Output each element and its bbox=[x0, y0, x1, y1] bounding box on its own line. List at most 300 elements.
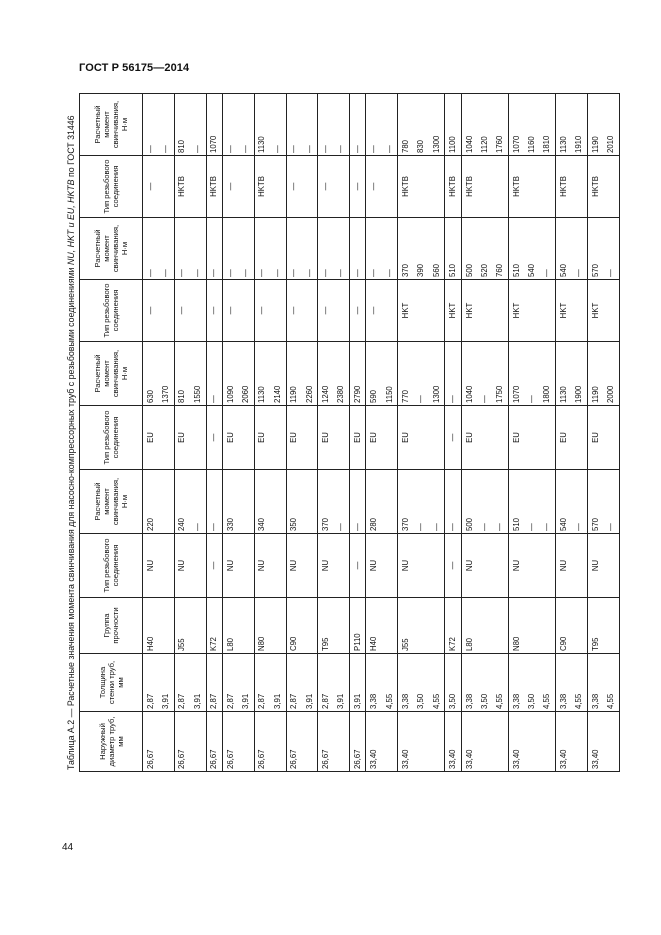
column-header: Группа прочности bbox=[80, 598, 143, 654]
table-cell: EU bbox=[587, 406, 603, 470]
table-cell: 780 bbox=[398, 94, 414, 156]
table-cell bbox=[540, 598, 556, 654]
table-cell: 390 bbox=[414, 218, 429, 280]
table-cell: — bbox=[414, 342, 429, 406]
table-row bbox=[572, 94, 588, 772]
table-cell bbox=[540, 280, 556, 342]
table-cell: NU bbox=[143, 534, 159, 598]
table-cell bbox=[270, 406, 286, 470]
table-row bbox=[318, 94, 334, 772]
table-cell: — bbox=[603, 218, 619, 280]
table-cell: 4,55 bbox=[540, 654, 556, 712]
table-cell bbox=[334, 280, 350, 342]
table-cell bbox=[477, 280, 492, 342]
table-cell bbox=[238, 470, 254, 534]
table-cell: 1090 bbox=[222, 342, 238, 406]
table-cell: — bbox=[206, 470, 222, 534]
table-cell: EU bbox=[174, 406, 190, 470]
table-cell bbox=[270, 598, 286, 654]
table-cell: — bbox=[350, 94, 366, 156]
table-cell: NU bbox=[254, 534, 270, 598]
table-cell: 2,87 bbox=[206, 654, 222, 712]
table-cell: 4,55 bbox=[493, 654, 509, 712]
table-cell: 3,38 bbox=[461, 654, 477, 712]
table-cell: EU bbox=[508, 406, 524, 470]
table-cell: — bbox=[238, 218, 254, 280]
table-cell bbox=[493, 406, 509, 470]
rotated-table-area bbox=[66, 92, 616, 772]
table-cell: — bbox=[222, 156, 238, 218]
table-cell: — bbox=[286, 280, 302, 342]
table-cell: HKTB bbox=[587, 156, 603, 218]
table-cell bbox=[334, 156, 350, 218]
table-caption bbox=[66, 92, 79, 770]
table-cell: HKT bbox=[398, 280, 414, 342]
table-cell: 3,38 bbox=[366, 654, 382, 712]
table-cell: 1130 bbox=[254, 342, 270, 406]
table-cell: 26,67 bbox=[206, 712, 222, 772]
table-cell bbox=[414, 534, 429, 598]
caption-prefix: Таблица А.2 — Расчетные значения момента свинчивания для насосно-компрессорных труб с резьбовыми соединениями bbox=[66, 264, 76, 770]
table-cell bbox=[238, 712, 254, 772]
table-cell bbox=[158, 598, 174, 654]
table-cell: — bbox=[158, 218, 174, 280]
table-cell: — bbox=[445, 470, 461, 534]
table-cell bbox=[414, 280, 429, 342]
table-cell bbox=[414, 598, 429, 654]
table-cell: — bbox=[477, 470, 492, 534]
table-cell: 340 bbox=[254, 470, 270, 534]
table-cell bbox=[414, 156, 429, 218]
table-cell bbox=[190, 712, 206, 772]
table-cell: 2060 bbox=[238, 342, 254, 406]
table-cell: HKTB bbox=[445, 156, 461, 218]
table-cell bbox=[493, 280, 509, 342]
table-cell bbox=[382, 280, 398, 342]
table-cell bbox=[493, 712, 509, 772]
table-cell: N80 bbox=[254, 598, 270, 654]
table-cell: 760 bbox=[493, 218, 509, 280]
table-cell bbox=[429, 406, 445, 470]
table-row bbox=[238, 94, 254, 772]
table-cell bbox=[270, 712, 286, 772]
table-cell: 1190 bbox=[587, 94, 603, 156]
table-cell bbox=[477, 156, 492, 218]
table-cell: — bbox=[318, 156, 334, 218]
table-cell: 3,91 bbox=[334, 654, 350, 712]
column-header: Расчетный момент свинчивания, Н·м bbox=[80, 470, 143, 534]
table-cell: — bbox=[445, 406, 461, 470]
table-cell bbox=[334, 406, 350, 470]
table-cell: 1900 bbox=[572, 342, 588, 406]
table-cell bbox=[302, 156, 318, 218]
table-cell: 1100 bbox=[445, 94, 461, 156]
table-cell: — bbox=[366, 280, 382, 342]
table-row bbox=[190, 94, 206, 772]
table-row bbox=[350, 94, 366, 772]
table-cell bbox=[524, 156, 539, 218]
table-cell bbox=[477, 406, 492, 470]
column-header: Тип резьбового соединения bbox=[80, 156, 143, 218]
table-cell bbox=[302, 534, 318, 598]
table-cell: NU bbox=[366, 534, 382, 598]
table-row bbox=[540, 94, 556, 772]
table-cell: 3,91 bbox=[238, 654, 254, 712]
table-row bbox=[222, 94, 238, 772]
table-cell: J55 bbox=[398, 598, 414, 654]
table-cell: 510 bbox=[508, 470, 524, 534]
table-cell: 350 bbox=[286, 470, 302, 534]
table-cell: 540 bbox=[556, 470, 572, 534]
table-cell: 240 bbox=[174, 470, 190, 534]
table-cell bbox=[603, 598, 619, 654]
table-cell: 2,87 bbox=[286, 654, 302, 712]
table-cell: H40 bbox=[143, 598, 159, 654]
table-cell: 2140 bbox=[270, 342, 286, 406]
table-cell: 3,50 bbox=[477, 654, 492, 712]
table-cell: 33,40 bbox=[398, 712, 414, 772]
table-cell: 1070 bbox=[508, 94, 524, 156]
table-cell: — bbox=[318, 218, 334, 280]
table-cell: — bbox=[572, 218, 588, 280]
table-cell: 1370 bbox=[158, 342, 174, 406]
table-cell bbox=[382, 534, 398, 598]
table-cell: HKTB bbox=[556, 156, 572, 218]
table-cell: 370 bbox=[318, 470, 334, 534]
table-cell bbox=[603, 280, 619, 342]
table-cell: T95 bbox=[318, 598, 334, 654]
table-cell bbox=[302, 712, 318, 772]
table-cell bbox=[603, 534, 619, 598]
table-cell bbox=[270, 534, 286, 598]
standard-header: ГОСТ Р 56175—2014 bbox=[79, 62, 190, 74]
table-cell: 1040 bbox=[461, 94, 477, 156]
table-cell: — bbox=[190, 470, 206, 534]
table-cell: — bbox=[524, 342, 539, 406]
table-cell: EU bbox=[318, 406, 334, 470]
table-cell: NU bbox=[222, 534, 238, 598]
table-cell: HKT bbox=[556, 280, 572, 342]
table-row bbox=[366, 94, 382, 772]
table-cell: 1150 bbox=[382, 342, 398, 406]
table-cell: 570 bbox=[587, 470, 603, 534]
table-cell bbox=[334, 712, 350, 772]
table-cell: 1160 bbox=[524, 94, 539, 156]
table-cell: HKT bbox=[508, 280, 524, 342]
table-cell: NU bbox=[318, 534, 334, 598]
table-cell: 3,38 bbox=[508, 654, 524, 712]
table-cell: 830 bbox=[414, 94, 429, 156]
table-cell: 1760 bbox=[493, 94, 509, 156]
table-cell bbox=[477, 534, 492, 598]
table-cell: 4,55 bbox=[603, 654, 619, 712]
table-cell: — bbox=[286, 156, 302, 218]
table-cell: 33,40 bbox=[445, 712, 461, 772]
table-cell: 1300 bbox=[429, 342, 445, 406]
table-cell: 510 bbox=[445, 218, 461, 280]
table-cell: — bbox=[350, 470, 366, 534]
table-cell: — bbox=[540, 218, 556, 280]
table-cell: 770 bbox=[398, 342, 414, 406]
table-cell: 1040 bbox=[461, 342, 477, 406]
table-cell: — bbox=[445, 534, 461, 598]
table-row bbox=[493, 94, 509, 772]
table-cell bbox=[238, 156, 254, 218]
table-cell: HKTB bbox=[254, 156, 270, 218]
table-row bbox=[334, 94, 350, 772]
table-cell: K72 bbox=[445, 598, 461, 654]
table-cell: EU bbox=[350, 406, 366, 470]
caption-suffix: по ГОСТ 31446 bbox=[66, 115, 76, 180]
table-cell bbox=[238, 534, 254, 598]
table-cell: NU bbox=[398, 534, 414, 598]
table-cell: 1800 bbox=[540, 342, 556, 406]
caption-italic: NU, HKT и EU, HKTB bbox=[66, 179, 76, 265]
table-cell: 330 bbox=[222, 470, 238, 534]
table-cell: 26,67 bbox=[318, 712, 334, 772]
table-cell: 560 bbox=[429, 218, 445, 280]
table-cell: 2,87 bbox=[254, 654, 270, 712]
table-cell bbox=[238, 280, 254, 342]
table-cell: NU bbox=[174, 534, 190, 598]
table-cell: — bbox=[572, 470, 588, 534]
table-cell: 26,67 bbox=[174, 712, 190, 772]
table-cell: — bbox=[222, 94, 238, 156]
table-row bbox=[587, 94, 603, 772]
table-cell: — bbox=[190, 218, 206, 280]
table-row bbox=[382, 94, 398, 772]
table-cell bbox=[572, 280, 588, 342]
table-cell: — bbox=[350, 280, 366, 342]
table-cell bbox=[603, 406, 619, 470]
table-cell bbox=[429, 156, 445, 218]
table-cell: — bbox=[318, 280, 334, 342]
table-cell bbox=[158, 156, 174, 218]
table-cell: NU bbox=[556, 534, 572, 598]
table-cell bbox=[382, 712, 398, 772]
table-cell bbox=[524, 534, 539, 598]
table-cell: — bbox=[174, 280, 190, 342]
table-cell: — bbox=[143, 156, 159, 218]
table-cell: 370 bbox=[398, 218, 414, 280]
table-cell: 26,67 bbox=[143, 712, 159, 772]
table-cell: 26,67 bbox=[222, 712, 238, 772]
table-cell bbox=[524, 598, 539, 654]
table-cell bbox=[158, 406, 174, 470]
table-cell: 26,67 bbox=[254, 712, 270, 772]
table-cell: EU bbox=[286, 406, 302, 470]
table-cell: HKTB bbox=[206, 156, 222, 218]
table-cell: — bbox=[286, 218, 302, 280]
table-cell: — bbox=[174, 218, 190, 280]
table-cell bbox=[572, 534, 588, 598]
table-cell bbox=[524, 406, 539, 470]
column-header: Тип резьбового соединения bbox=[80, 534, 143, 598]
table-cell bbox=[524, 280, 539, 342]
table-cell bbox=[493, 598, 509, 654]
table-cell: 26,67 bbox=[286, 712, 302, 772]
table-cell: — bbox=[206, 406, 222, 470]
table-cell: — bbox=[382, 94, 398, 156]
table-cell: 3,38 bbox=[398, 654, 414, 712]
table-row bbox=[174, 94, 190, 772]
table-cell bbox=[414, 406, 429, 470]
table-cell: EU bbox=[366, 406, 382, 470]
table-row bbox=[477, 94, 492, 772]
table-cell: — bbox=[143, 218, 159, 280]
table-cell: 4,55 bbox=[429, 654, 445, 712]
table-cell: 1240 bbox=[318, 342, 334, 406]
table-cell: — bbox=[382, 218, 398, 280]
column-header: Тип резьбового соединения bbox=[80, 280, 143, 342]
table-cell bbox=[429, 534, 445, 598]
table-cell bbox=[524, 712, 539, 772]
table-cell: P110 bbox=[350, 598, 366, 654]
table-cell bbox=[540, 156, 556, 218]
table-cell: HKTB bbox=[174, 156, 190, 218]
table-cell: 500 bbox=[461, 218, 477, 280]
table-cell bbox=[190, 280, 206, 342]
table-cell: 1070 bbox=[206, 94, 222, 156]
table-row bbox=[429, 94, 445, 772]
table-cell: 2010 bbox=[603, 94, 619, 156]
table-cell: EU bbox=[254, 406, 270, 470]
table-cell: 3,50 bbox=[524, 654, 539, 712]
table-cell: 2,87 bbox=[318, 654, 334, 712]
table-cell: 2,87 bbox=[143, 654, 159, 712]
table-cell: HKT bbox=[445, 280, 461, 342]
table-cell: 1070 bbox=[508, 342, 524, 406]
table-cell bbox=[477, 712, 492, 772]
table-cell bbox=[334, 534, 350, 598]
table-row bbox=[524, 94, 539, 772]
table-cell bbox=[190, 406, 206, 470]
table-cell: 33,40 bbox=[587, 712, 603, 772]
table-cell: 4,55 bbox=[572, 654, 588, 712]
table-cell: 3,91 bbox=[190, 654, 206, 712]
torque-table bbox=[79, 93, 620, 772]
table-cell bbox=[493, 534, 509, 598]
table-cell: — bbox=[158, 94, 174, 156]
page-number: 44 bbox=[62, 842, 74, 853]
table-cell bbox=[382, 598, 398, 654]
table-cell: 590 bbox=[366, 342, 382, 406]
table-cell: 33,40 bbox=[508, 712, 524, 772]
table-cell: — bbox=[540, 470, 556, 534]
table-cell bbox=[603, 712, 619, 772]
table-cell bbox=[429, 598, 445, 654]
table-cell bbox=[572, 598, 588, 654]
table-cell bbox=[158, 534, 174, 598]
table-cell: HKT bbox=[587, 280, 603, 342]
table-cell: — bbox=[334, 470, 350, 534]
column-header: Толщина стенки труб, мм bbox=[80, 654, 143, 712]
table-cell bbox=[190, 534, 206, 598]
table-row bbox=[414, 94, 429, 772]
table-cell: — bbox=[350, 534, 366, 598]
table-cell bbox=[540, 534, 556, 598]
table-cell: — bbox=[206, 280, 222, 342]
table-cell: — bbox=[222, 218, 238, 280]
table-cell: 1130 bbox=[556, 342, 572, 406]
table-row bbox=[461, 94, 477, 772]
table-cell bbox=[190, 598, 206, 654]
table-cell: — bbox=[366, 218, 382, 280]
table-row bbox=[143, 94, 159, 772]
table-cell bbox=[270, 280, 286, 342]
table-cell: — bbox=[143, 280, 159, 342]
table-cell bbox=[270, 470, 286, 534]
table-cell: 3,91 bbox=[350, 654, 366, 712]
table-cell bbox=[158, 280, 174, 342]
table-cell: NU bbox=[508, 534, 524, 598]
table-row bbox=[270, 94, 286, 772]
table-cell bbox=[572, 156, 588, 218]
table-cell bbox=[429, 280, 445, 342]
table-cell bbox=[382, 406, 398, 470]
table-cell bbox=[302, 470, 318, 534]
column-header: Наружный диаметр труб, мм bbox=[80, 712, 143, 772]
table-cell: 26,67 bbox=[350, 712, 366, 772]
table-cell: 3,50 bbox=[414, 654, 429, 712]
table-cell: EU bbox=[143, 406, 159, 470]
table-cell bbox=[603, 156, 619, 218]
table-cell bbox=[302, 406, 318, 470]
table-row bbox=[603, 94, 619, 772]
table-cell: 280 bbox=[366, 470, 382, 534]
table-cell: 630 bbox=[143, 342, 159, 406]
table-cell: — bbox=[286, 94, 302, 156]
table-cell bbox=[540, 712, 556, 772]
table-cell: 810 bbox=[174, 342, 190, 406]
table-cell: EU bbox=[461, 406, 477, 470]
table-cell: — bbox=[350, 218, 366, 280]
table-cell: L80 bbox=[222, 598, 238, 654]
table-cell: 510 bbox=[508, 218, 524, 280]
table-cell: C90 bbox=[556, 598, 572, 654]
table-cell: EU bbox=[556, 406, 572, 470]
table-cell: — bbox=[190, 94, 206, 156]
table-cell: — bbox=[254, 218, 270, 280]
table-cell: — bbox=[414, 470, 429, 534]
table-cell: C90 bbox=[286, 598, 302, 654]
rotated-content bbox=[66, 92, 616, 772]
table-cell: EU bbox=[398, 406, 414, 470]
table-cell: 2000 bbox=[603, 342, 619, 406]
table-cell: 33,40 bbox=[366, 712, 382, 772]
table-cell: HKTB bbox=[398, 156, 414, 218]
table-cell: N80 bbox=[508, 598, 524, 654]
table-row bbox=[398, 94, 414, 772]
table-cell: 220 bbox=[143, 470, 159, 534]
table-cell: 570 bbox=[587, 218, 603, 280]
table-cell: 1810 bbox=[540, 94, 556, 156]
table-cell: — bbox=[334, 218, 350, 280]
table-cell: — bbox=[206, 534, 222, 598]
table-cell: — bbox=[302, 218, 318, 280]
table-cell: NU bbox=[286, 534, 302, 598]
table-cell: 1190 bbox=[286, 342, 302, 406]
table-row bbox=[508, 94, 524, 772]
table-cell bbox=[382, 156, 398, 218]
table-cell: 1130 bbox=[556, 94, 572, 156]
table-cell: 3,38 bbox=[587, 654, 603, 712]
table-cell: — bbox=[238, 94, 254, 156]
table-cell bbox=[158, 470, 174, 534]
table-cell: 3,50 bbox=[445, 654, 461, 712]
table-cell: NU bbox=[461, 534, 477, 598]
table-cell: — bbox=[350, 156, 366, 218]
